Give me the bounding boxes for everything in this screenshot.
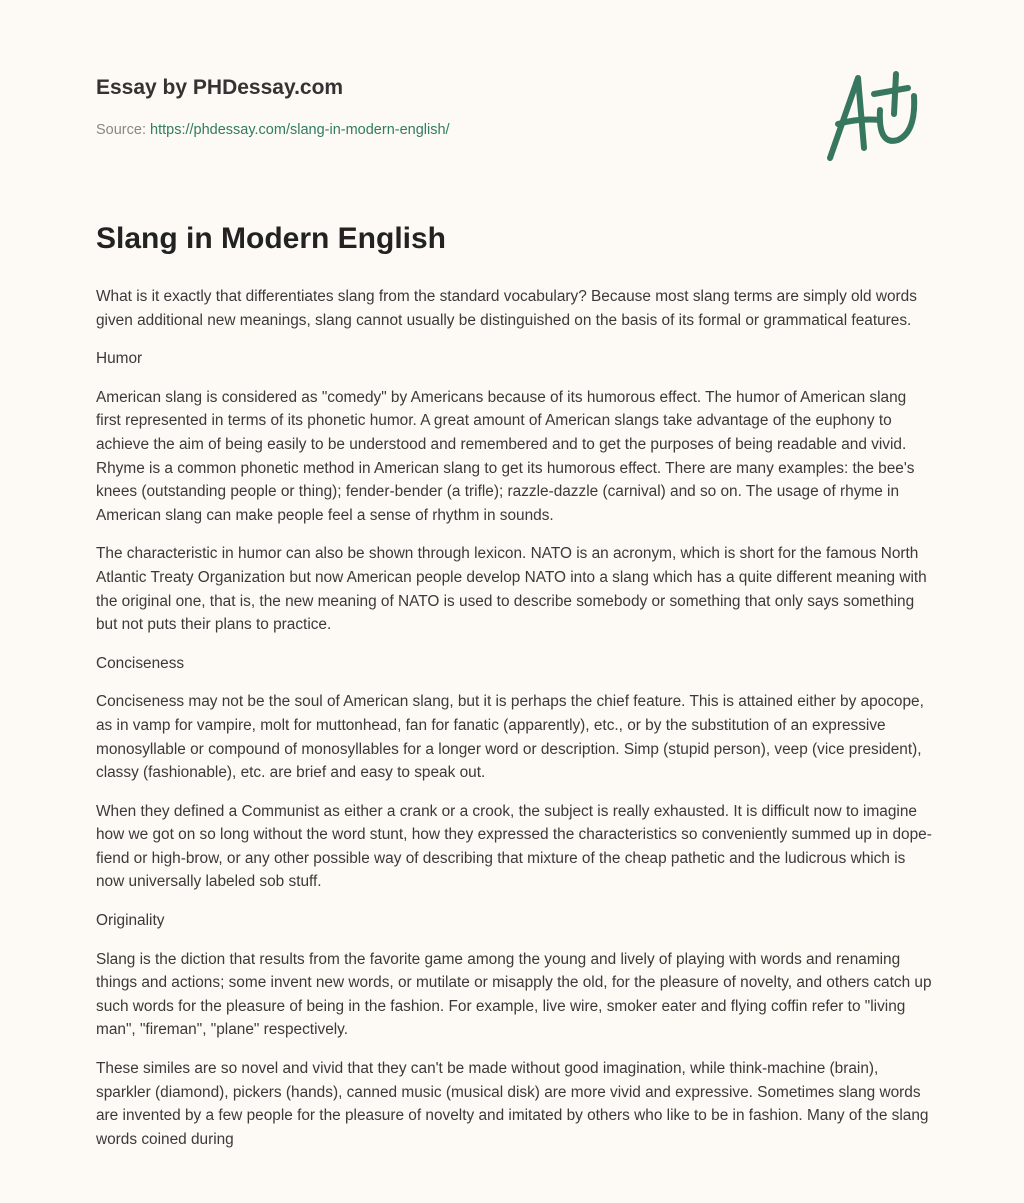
source-label: Source:: [96, 122, 146, 138]
section-heading-humor: Humor: [96, 350, 143, 368]
source-link[interactable]: https://phdessay.com/slang-in-modern-english/: [150, 122, 450, 138]
essay-header: [96, 76, 450, 138]
a-plus-logo-icon: [818, 66, 928, 166]
paragraph: Slang is the diction that results from the favorite game among the young and lively of playing with words and renaming things and actions; some invent new words, or mutilate or misapply the old, for the pleasure of novelty, and others catch up such words for the pleasure of being in the fashion. For example, live wire, smoker eater and flying coffin refer to "living man", "fireman", "plane" respectively.: [96, 950, 932, 1039]
paragraph: The characteristic in humor can also be shown through lexicon. NATO is an acronym, which is short for the famous North Atlantic Treaty Organization but now American people develop NATO into a slang which has a quite different meaning with the original one, that is, the new meaning of NATO is used to describe somebody or something that only says something but not puts their plans to practice.: [96, 545, 927, 634]
article-body: [96, 285, 934, 1166]
paragraph: Conciseness may not be the soul of American slang, but it is perhaps the chief feature. This is attained either by apocope, as in vamp for vampire, molt for muttonhead, fan for fanatic (apparently), etc., or by the substitution of an expressive monosyllable or compound of monosyllables for a longer word or description. Simp (stupid person), veep (vice president), classy (fashionable), etc. are brief and easy to speak out.: [96, 693, 924, 782]
site-brand: Essay by PHDessay.com: [96, 76, 344, 99]
section-heading-originality: Originality: [96, 912, 165, 930]
paragraph: When they defined a Communist as either a crank or a crook, the subject is really exhausted. It is difficult now to imagine how we got on so long without the word stunt, how they expressed the characteristics so conveniently summed up in dope-fiend or high-brow, or any other possible way of describing that mixture of the cheap pathetic and the ludicrous which is now universally labeled sob stuff.: [96, 802, 932, 891]
article-title: Slang in Modern English: [96, 222, 447, 255]
paragraph: American slang is considered as "comedy" by Americans because of its humorous effect. The humor of American slang first represented in terms of its phonetic humor. A great amount of American slangs take advantage of the euphony to achieve the aim of being easily to be understood and remembered and to get the purposes of being readable and vivid. Rhyme is a common phonetic method in American slang to get its humorous effect. There are many examples: the bee's knees (outstanding people or thing); fender-bender (a trifle); razzle-dazzle (carnival) and so on. The usage of rhyme in American slang can make people feel a sense of rhythm in sounds.: [96, 388, 915, 524]
section-heading-conciseness: Conciseness: [96, 654, 185, 672]
paragraph: What is it exactly that differentiates slang from the standard vocabulary? Because most slang terms are simply old words given additional new meanings, slang cannot usually be distinguished on the basis of its formal or grammatical features.: [96, 288, 917, 329]
source-line: [96, 122, 450, 138]
paragraph: These similes are so novel and vivid that they can't be made without good imagination, while think-machine (brain), sparkler (diamond), pickers (hands), canned music (musical disk) are more vivid and expressive. Sometimes slang words are invented by a few people for the pleasure of novelty and imitated by others who like to be in fashion. Many of the slang words coined during: [96, 1060, 929, 1148]
